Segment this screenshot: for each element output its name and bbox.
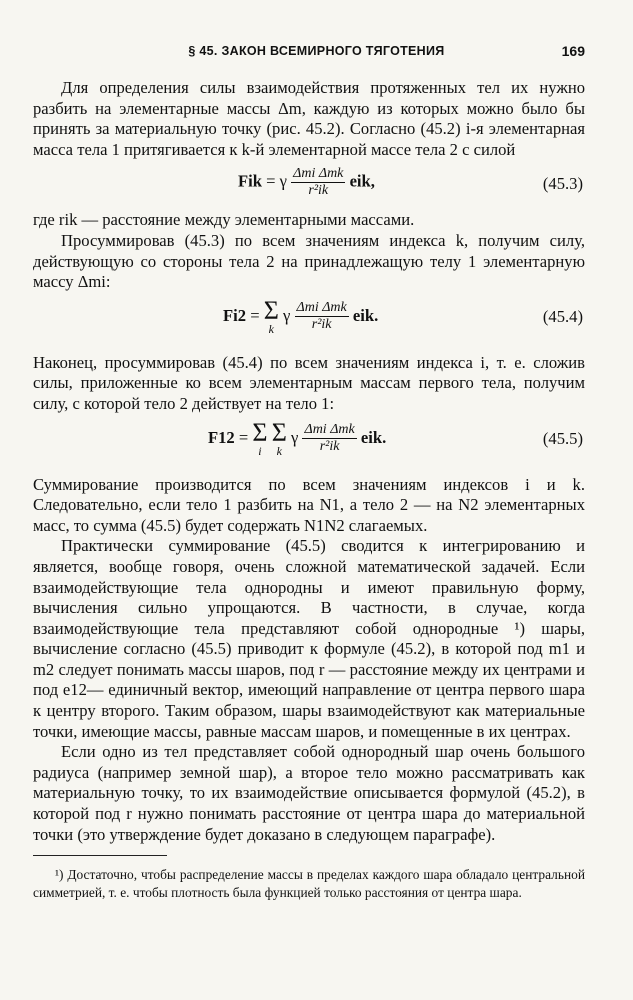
footnote-divider: [33, 855, 167, 856]
eq3-lhs: F12: [208, 427, 235, 447]
equation-45-5: F12 = Σ i Σ k γ $\frac{\text{Δmi Δmk}}{\text{r²ik}}$ eik. (45.5): [208, 417, 583, 458]
paragraph-2: где rik — расстояние между элементарными массами.: [33, 210, 415, 230]
paragraph-7: Если одно из тел представляет собой однородный шар очень большого радиуса (например земной шар), а второе тело можно рассматривать как материальную точку, то их взаимодействие описывается формулой (45.2), в которой под r нужно понимать расстояние от центра шара до материальной точки (это утверждение будет доказано в следующем параграфе).: [33, 742, 585, 844]
footnote: ¹) Достаточно, чтобы распределение массы в пределах каждого шара обладало центральной симметрией, т. е. чтобы плотность была функцией только расстояния от центра шара.: [33, 867, 585, 900]
eq3-sum-i: Σ i: [252, 417, 268, 458]
paragraph-4: Наконец, просуммировав (45.4) по всем значениям индекса i, т. е. сложив силы, приложенные ко всем элементарным массам первого тела, получим силу, с которой тело 2 действует на тело 1:: [33, 352, 585, 413]
eq3-denominator: r²ik: [319, 439, 340, 455]
equation-45-4: Fi2 = Σ k γ $\frac{\text{Δmi Δmk}}{\text{r²ik}}$ eik. (45.4): [223, 295, 583, 336]
main-text: [33, 78, 585, 845]
eq3-sum-k: Σ k: [271, 417, 287, 458]
eq3-vector: eik.: [360, 427, 387, 447]
eq2-vector: eik.: [352, 305, 379, 325]
eq3-sum-index-i: i: [258, 443, 262, 458]
eq2-denominator: r²ik: [311, 317, 332, 333]
eq1-numerator: Δmi Δmk: [293, 166, 344, 182]
eq1-vector: eik,: [349, 171, 375, 191]
eq2-fraction: [295, 300, 349, 333]
paragraph-3: Просуммировав (45.3) по всем значениям индекса k, получим силу, действующую со стороны тела 2 на принадлежащую телу 1 элементарную массу Δmi:: [33, 230, 585, 292]
eq3-coef: γ: [290, 427, 299, 447]
eq3-numerator: Δmi Δmk: [304, 422, 355, 438]
paragraph-6: Практически суммирование (45.5) сводится к интегрированию и является, вообще говоря, очень сложной математической задачей. Если взаимодействующие тела однородны и имеют правильную форму, вычисления сильно упрощаются. В частности, в случае, когда взаимодействующие тела представляют собой однородные ¹) шары, вычисление согласно (45.5) приводит к формуле (45.2), в которой под m1 и m2 следует понимать массы шаров, под r — расстояние между их центрами и под e12— единичный вектор, имеющий направление от центра первого шара к центру второго. Таким образом, шары взаимодействуют как материальные точки, имеющие массы, равные массам шаров, и помещенные в их центрах.: [33, 536, 585, 741]
eq3-sum-index-k: k: [276, 443, 282, 458]
page-header: [0, 44, 633, 66]
eq1-number: (45.3): [542, 174, 583, 194]
eq3-fraction: [302, 422, 356, 455]
paragraph-1: Для определения силы взаимодействия протяженных тел их нужно разбить на элементарные массы Δm, каждую из которых можно было бы принять за материальную точку (рис. 45.2). Согласно (45.2) i-я элементарная масса тела 1 притягивается к k-й элементарной массе тела 2 с силой: [33, 78, 585, 159]
paragraph-5: Суммирование производится по всем значениям индексов i и k. Следовательно, если тело 1 разбить на N1, а тело 2 — на N2 элементарных масс, то сумма (45.5) будет содержать N1N2 слагаемых.: [33, 474, 585, 535]
eq2-lhs: Fi2: [223, 305, 247, 325]
eq1-lhs: Fik: [238, 171, 262, 191]
eq1-fraction: [291, 166, 345, 199]
equation-45-3: Fik = γ $\frac{\text{Δmi Δmk}}{\text{r²ik}}$ eik, (45.3): [238, 166, 583, 199]
eq3-number: (45.5): [542, 428, 583, 448]
eq2-number: (45.4): [542, 306, 583, 326]
eq2-numerator: Δmi Δmk: [296, 300, 347, 316]
eq1-coef: γ: [279, 171, 287, 191]
running-title: § 45. ЗАКОН ВСЕМИРНОГО ТЯГОТЕНИЯ: [188, 44, 445, 58]
eq1-denominator: r²ik: [308, 183, 329, 199]
eq2-sum-index: k: [268, 321, 274, 336]
eq2-sum-k: Σ k: [263, 295, 279, 336]
eq2-coef: γ: [283, 305, 291, 325]
page-number: 169: [561, 43, 585, 59]
